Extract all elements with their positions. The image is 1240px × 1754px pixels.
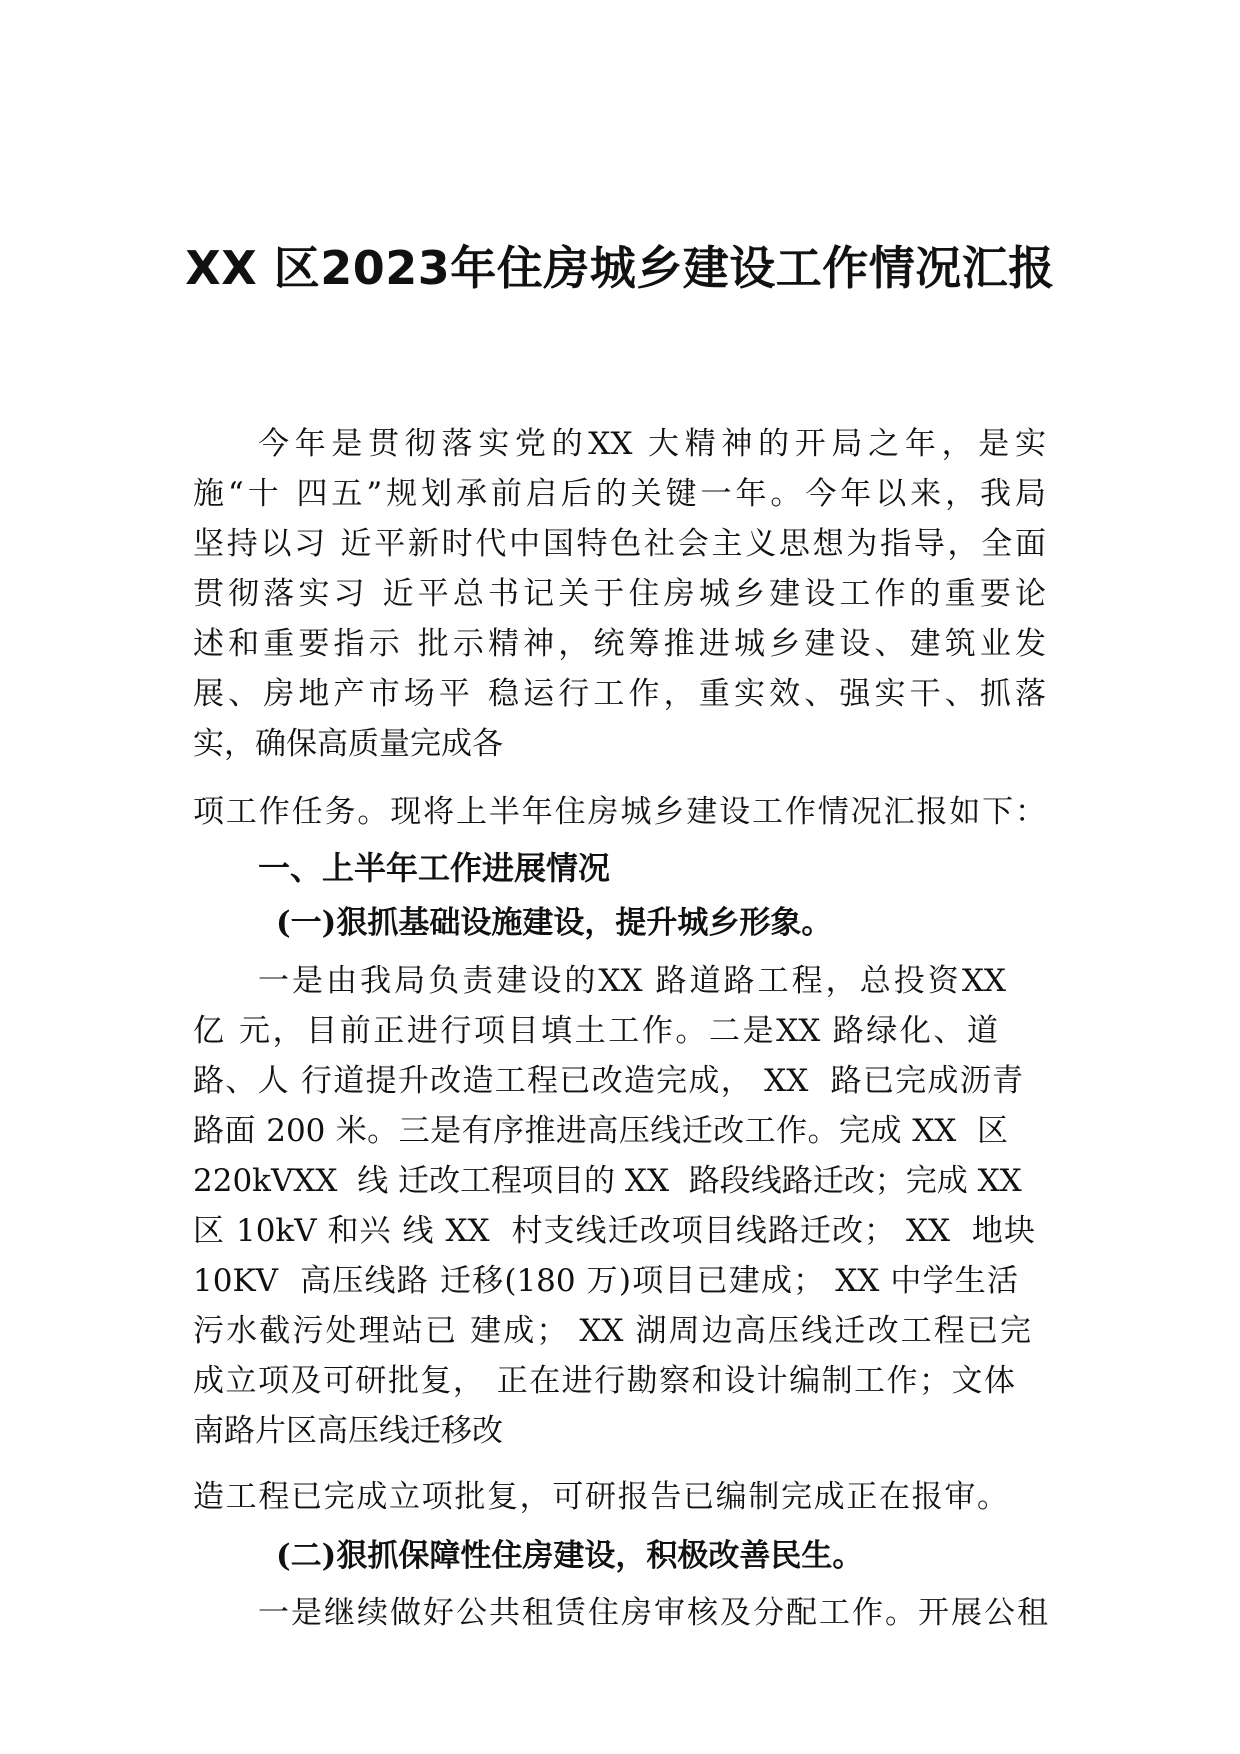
intro-line: 坚持以习 近平新时代中国特色社会主义思想为指导，全面: [193, 526, 1046, 562]
intro-line: 贯彻落实习 近平总书记关于住房城乡建设工作的重要论: [193, 576, 1046, 612]
intro-line: 施“十 四五”规划承前启后的关键一年。今年以来，我局: [193, 476, 1046, 512]
body-line: 10KV 高压线路 迁移(180 万)项目已建成； XX 中学生活: [193, 1263, 1018, 1299]
intro-line: 实，确保高质量完成各: [193, 726, 503, 762]
body-line: 220kVXX 线 迁改工程项目的 XX 路段线路迁改；完成 XX: [193, 1163, 1022, 1199]
body-line: 一是继续做好公共租赁住房审核及分配工作。开展公租: [258, 1595, 1048, 1631]
body-line: 区 10kV 和兴 线 XX 村支线迁改项目线路迁改； XX 地块: [193, 1213, 1035, 1249]
body-line: 路、人 行道提升改造工程已改造完成， XX 路已完成沥青: [193, 1063, 1023, 1099]
subsection-heading: (一)狠抓基础设施建设，提升城乡形象。: [276, 905, 833, 941]
body-line: 南路片区高压线迁移改: [193, 1413, 503, 1449]
intro-line: 述和重要指示 批示精神，统筹推进城乡建设、建筑业发: [193, 626, 1046, 662]
body-line: 造工程已完成立项批复，可研报告已编制完成正在报审。: [193, 1479, 1008, 1515]
intro-line: 展、房地产市场平 稳运行工作，重实效、强实干、抓落: [193, 676, 1046, 712]
subsection-heading: (二)狠抓保障性住房建设，积极改善民生。: [276, 1538, 864, 1574]
body-line: 污水截污处理站已 建成； XX 湖周边高压线迁改工程已完: [193, 1313, 1031, 1349]
body-line: 亿 元，目前正进行项目填土工作。二是XX 路绿化、道: [193, 1013, 998, 1049]
intro-line: 今年是贯彻落实党的XX 大精神的开局之年，是实: [258, 426, 1046, 462]
body-line: 一是由我局负责建设的XX 路道路工程，总投资XX: [258, 963, 1006, 999]
section-heading: 一、上半年工作进展情况: [258, 849, 611, 887]
document-title: XX 区2023年住房城乡建设工作情况汇报: [185, 241, 1055, 295]
body-line: 成立项及可研批复， 正在进行勘察和设计编制工作；文体: [193, 1363, 1015, 1399]
intro-line: 项工作任务。现将上半年住房城乡建设工作情况汇报如下：: [193, 794, 1046, 830]
body-line: 路面 200 米。三是有序推进高压线迁改工作。完成 XX 区: [193, 1113, 1008, 1149]
